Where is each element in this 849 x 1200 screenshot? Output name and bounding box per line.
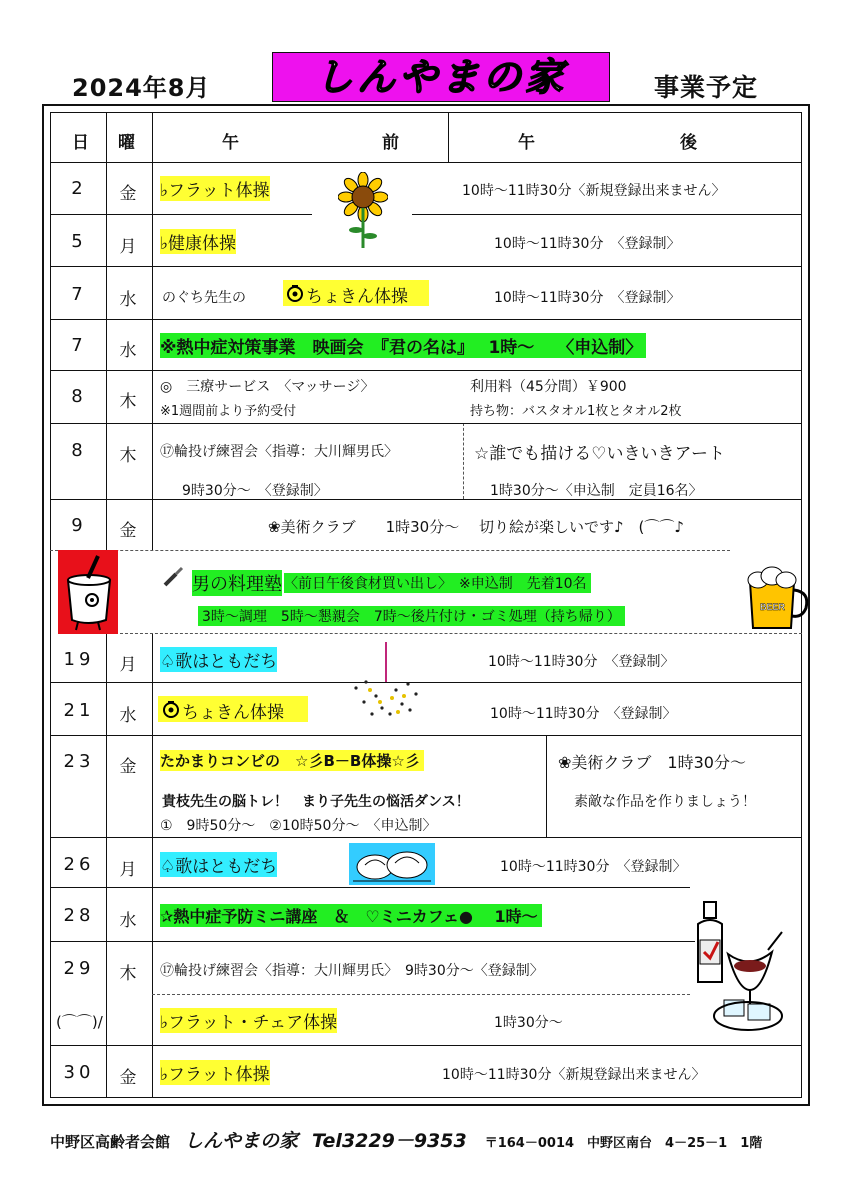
event-title: ☆誰でも描ける♡いきいきアート: [474, 444, 725, 464]
col-line: [546, 735, 547, 837]
face-mark: (⌒⌒)/: [56, 1013, 103, 1031]
event-time: 9時30分～ 〈登録制〉: [182, 483, 328, 499]
dow-cell: 水: [119, 341, 137, 361]
col-am: 前: [382, 133, 399, 153]
header-title: しんやまの家: [272, 52, 610, 102]
event-time: 1時30分～: [494, 1015, 563, 1031]
event-time: 10時～11時30分 〈登録制〉: [488, 654, 675, 670]
col-day: 日: [72, 133, 89, 153]
divider: [50, 550, 730, 551]
piggy-bank-icon: [162, 700, 180, 718]
dow-cell: 水: [119, 290, 137, 310]
event-title: ちょきん体操: [306, 287, 408, 307]
dow-cell: 木: [119, 392, 137, 412]
dow-cell: 月: [119, 237, 137, 257]
event-title: ※熱中症対策事業 映画会 『君の名は』 1時～ 〈申込制〉: [160, 333, 646, 358]
row-line: [50, 837, 802, 838]
row-line: [50, 214, 312, 215]
event-title: ⑰輪投げ練習会〈指導：大川輝男氏〉: [160, 444, 398, 460]
dow-cell: 金: [119, 1068, 137, 1088]
header-subtitle: 事業予定: [654, 73, 759, 102]
fireworks-icon: [346, 638, 426, 722]
day-cell: 8: [71, 386, 87, 407]
event-title: ♭フラット体操: [160, 1060, 270, 1085]
divider: [152, 994, 690, 995]
dow-cell: 水: [119, 911, 137, 931]
dow-cell: 金: [119, 184, 137, 204]
event-title: ◎ 三療サービス 〈マッサージ〉: [160, 379, 375, 395]
day-cell: 29: [63, 958, 95, 979]
event-time: 10時～11時30分 〈登録制〉: [494, 236, 681, 252]
divider: [120, 633, 802, 634]
footer: [50, 1126, 762, 1153]
col-line: [106, 633, 107, 1098]
dow-cell: 月: [119, 655, 137, 675]
row-line: [50, 682, 802, 683]
col-am: 午: [222, 133, 239, 153]
piggy-bank-icon: [286, 284, 304, 302]
dow-cell: 水: [119, 706, 137, 726]
row-line: [50, 319, 802, 320]
sunflower-icon: [338, 172, 388, 250]
event-note: 〈前日午後食材買い出し〉 ※申込制 先着10名: [284, 573, 591, 593]
knife-icon: [162, 566, 184, 588]
event-desc: 貴枝先生の脳トレ！ まり子先生の悩活ダンス！: [162, 794, 470, 810]
col-dow: 曜: [118, 133, 135, 153]
header-date: 2024年8月: [72, 74, 211, 102]
event-title: ❀美術クラブ 1時30分～ 切り絵が楽しいです♪ (⌒⌒♪: [268, 518, 684, 536]
footer-tel: Tel3229－9353: [312, 1130, 467, 1152]
col-line: [448, 112, 449, 162]
row-line: [50, 1045, 802, 1046]
row-line: [50, 162, 802, 163]
day-cell: 28: [63, 905, 95, 926]
beer-label: BEER: [760, 602, 786, 612]
event-title: ♤歌はともだち: [160, 647, 277, 672]
day-cell: 8: [71, 440, 87, 461]
col-line: [106, 112, 107, 550]
event-desc: 素敵な作品を作りましょう！: [574, 794, 756, 810]
footer-name: しんやまの家: [184, 1130, 299, 1152]
dow-cell: 木: [119, 446, 137, 466]
event-title: ♤歌はともだち: [160, 852, 277, 877]
event-time: 10時～11時30分 〈登録制〉: [494, 290, 681, 306]
row-line: [50, 266, 802, 267]
day-cell: 7: [71, 335, 87, 356]
col-line: [152, 112, 153, 550]
dow-cell: 月: [119, 860, 137, 880]
day-cell: 5: [71, 231, 87, 252]
day-cell: 26: [63, 854, 95, 875]
event-title: たかまりコンビの ☆彡B－B体操☆彡: [160, 750, 424, 771]
event-time: 10時～11時30分〈新規登録出来ません〉: [442, 1067, 706, 1083]
dow-cell: 金: [119, 757, 137, 777]
day-cell: 30: [63, 1062, 95, 1083]
row-line: [50, 423, 802, 424]
divider: [463, 423, 464, 499]
beer-icon: [744, 566, 814, 634]
row-line: [50, 370, 802, 371]
day-cell: 2: [71, 178, 87, 199]
event-title: ⑰輪投げ練習会〈指導：大川輝男氏〉 9時30分～〈登録制〉: [160, 963, 544, 979]
event-time: 1時30分～〈申込制 定員16名〉: [490, 483, 703, 499]
schedule-table: [50, 112, 802, 1098]
dow-cell: 木: [119, 964, 137, 984]
event-title: ちょきん体操: [182, 703, 284, 723]
event-time: ① 9時50分～ ②10時50分～ 〈申込制〉: [160, 818, 437, 834]
day-cell: 19: [63, 649, 95, 670]
event-title: 男の料理塾: [192, 570, 282, 596]
day-cell: 23: [63, 751, 95, 772]
event-items: 持ち物：バスタオル1枚とタオル2枚: [470, 404, 682, 419]
event-time: 10時～11時30分 〈登録制〉: [490, 706, 677, 722]
cooking-pot-icon: [58, 550, 118, 634]
event-time: 10時～11時30分 〈登録制〉: [500, 859, 687, 875]
col-line: [152, 633, 153, 1098]
event-title: ❀美術クラブ 1時30分～: [558, 753, 746, 772]
dumplings-icon: [349, 843, 435, 885]
event-note: ※1週間前より予約受付: [160, 404, 297, 419]
event-prefix: のぐち先生の: [162, 290, 246, 306]
event-fee: 利用料（45分間）￥900: [470, 379, 627, 395]
event-title: ♭フラット・チェア体操: [160, 1008, 337, 1033]
day-cell: 9: [71, 515, 87, 536]
row-line: [50, 735, 802, 736]
cocktail-icon: [692, 892, 784, 1034]
footer-org: 中野区高齢者会館: [50, 1133, 171, 1151]
day-cell: 7: [71, 284, 87, 305]
row-line: [50, 887, 690, 888]
event-title: ♭健康体操: [160, 229, 236, 254]
col-pm: 午: [518, 133, 535, 153]
event-title: ✰熱中症予防ミニ講座 ＆ ♡ミニカフェ● 1時～: [160, 904, 542, 927]
row-line: [50, 941, 695, 942]
footer-address: 〒164－0014 中野区南台 4－25－1 1階: [484, 1136, 763, 1151]
col-pm: 後: [680, 133, 697, 153]
row-line: [412, 214, 802, 215]
event-schedule: 3時～調理 5時～懇親会 7時～後片付け・ゴミ処理（持ち帰り）: [198, 606, 625, 626]
event-time: 10時～11時30分〈新規登録出来ません〉: [462, 183, 726, 199]
event-title: ♭フラット体操: [160, 176, 270, 201]
dow-cell: 金: [119, 521, 137, 541]
day-cell: 21: [63, 700, 95, 721]
